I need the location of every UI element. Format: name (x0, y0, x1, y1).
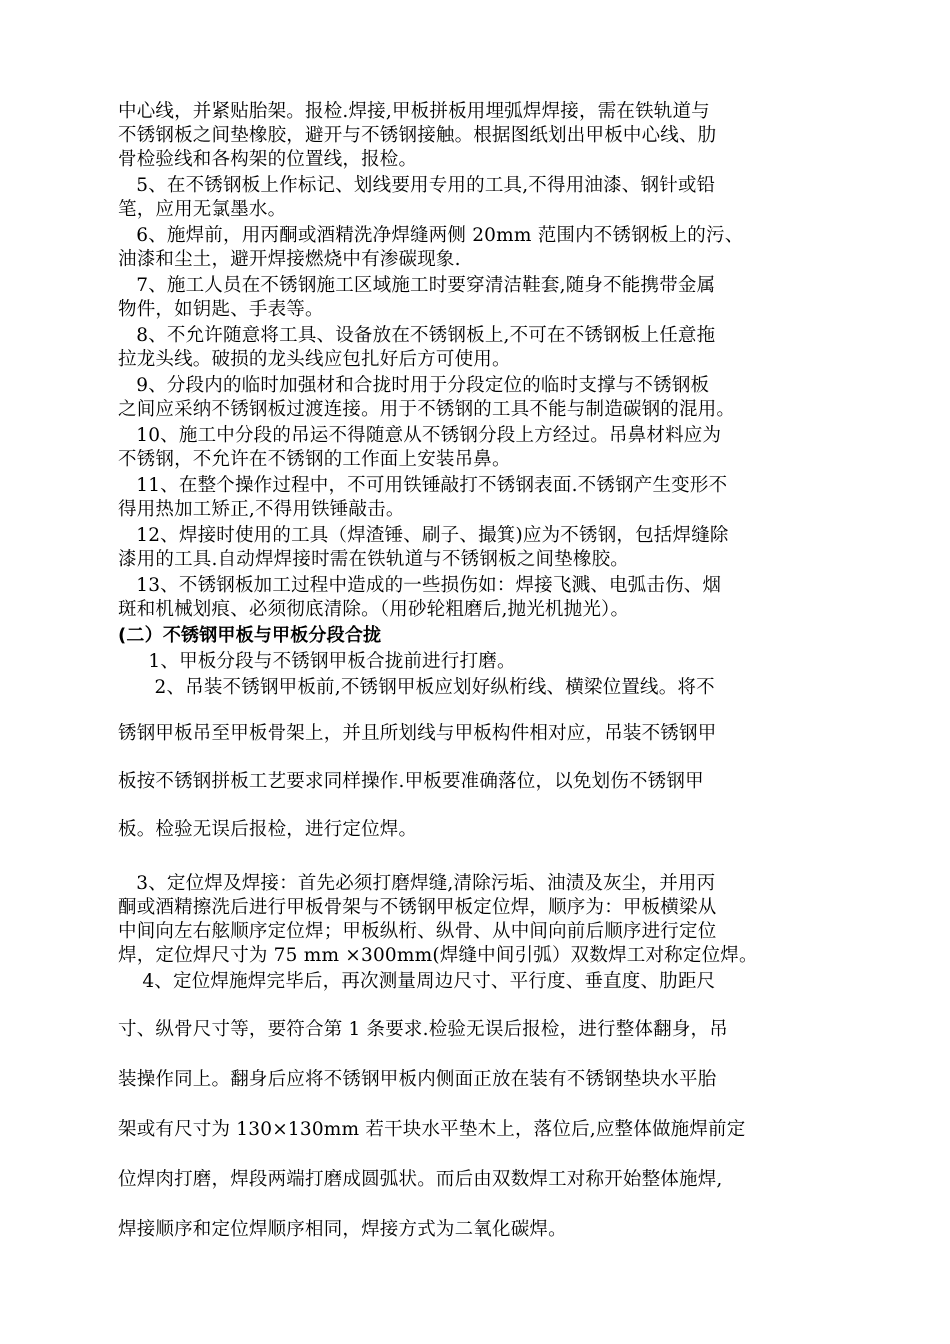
item-9-line: 9、分段内的临时加强材和合拢时用于分段定位的临时支撑与不锈钢板 (118, 375, 710, 396)
item-4-line: 架或有尺寸为 130×130mm 若干块水平垫木上，落位后,应整体做施焊前定 (118, 1119, 746, 1140)
item-4-line: 装操作同上。翻身后应将不锈钢甲板内侧面正放在装有不锈钢垫块水平胎 (118, 1069, 717, 1090)
item-4-line: 焊接顺序和定位焊顺序相同，焊接方式为二氧化碳焊。 (118, 1219, 567, 1240)
item-12-line: 漆用的工具.自动焊焊接时需在铁轨道与不锈钢板之间垫橡胶。 (118, 549, 629, 570)
item-10-line: 不锈钢，不允许在不锈钢的工作面上安装吊鼻。 (118, 449, 511, 470)
item-6-line: 6、施焊前，用丙酮或酒精洗净焊缝两侧 20mm 范围内不锈钢板上的污、 (118, 225, 744, 246)
item-11-line: 得用热加工矫正,不得用铁锤敲击。 (118, 499, 405, 520)
item-10-line: 10、施工中分段的吊运不得随意从不锈钢分段上方经过。吊鼻材料应为 (118, 425, 722, 446)
item-4-line: 寸、纵骨尺寸等，要符合第 1 条要求.检验无误后报检，进行整体翻身，吊 (118, 1019, 728, 1040)
item-2-line: 锈钢甲板吊至甲板骨架上，并且所划线与甲板构件相对应，吊装不锈钢甲 (118, 723, 717, 744)
item-13-line: 斑和机械划痕、必须彻底清除。（用砂轮粗磨后,抛光机抛光）。 (118, 599, 630, 620)
item-11-line: 11、在整个操作过程中，不可用铁锤敲打不锈钢表面.不锈钢产生变形不 (118, 475, 728, 496)
text-line: 不锈钢板之间垫橡胶，避开与不锈钢接触。根据图纸划出甲板中心线、肋 (118, 125, 717, 146)
text-line: 骨检验线和各构架的位置线，报检。 (118, 149, 418, 170)
item-8-line: 拉龙头线。破损的龙头线应包扎好后方可使用。 (118, 349, 511, 370)
item-3-line: 中间向左右舷顺序定位焊；甲板纵桁、纵骨、从中间向前后顺序进行定位 (118, 921, 717, 942)
text-line: 中心线，并紧贴胎架。报检.焊接,甲板拼板用埋弧焊焊接，需在铁轨道与 (118, 101, 710, 122)
item-1-line: 1、甲板分段与不锈钢甲板合拢前进行打磨。 (118, 651, 516, 672)
section-heading: (二）不锈钢甲板与甲板分段合拢 (118, 625, 382, 646)
item-2-line: 2、吊装不锈钢甲板前,不锈钢甲板应划好纵桁线、横梁位置线。将不 (118, 677, 715, 698)
item-4-line: 位焊肉打磨，焊段两端打磨成圆弧状。而后由双数焊工对称开始整体施焊, (118, 1169, 723, 1190)
item-4-line: 4、定位焊施焊完毕后，再次测量周边尺寸、平行度、垂直度、肋距尺 (118, 971, 716, 992)
item-13-line: 13、不锈钢板加工过程中造成的一些损伤如：焊接飞溅、电弧击伤、烟 (118, 575, 722, 596)
item-9-line: 之间应采纳不锈钢板过渡连接。用于不锈钢的工具不能与制造碳钢的混用。 (118, 399, 736, 420)
item-7-line: 7、施工人员在不锈钢施工区域施工时要穿清洁鞋套,随身不能携带金属 (118, 275, 716, 296)
item-6-line: 油漆和尘土，避开焊接燃烧中有渗碳现象. (118, 249, 461, 270)
item-3-line: 酮或酒精擦洗后进行甲板骨架与不锈钢甲板定位焊，顺序为：甲板横梁从 (118, 897, 717, 918)
item-3-line: 焊，定位焊尺寸为 75 mm ×300mm(焊缝中间引弧）双数焊工对称定位焊。 (118, 945, 758, 966)
item-5-line: 笔，应用无氯墨水。 (118, 199, 287, 220)
item-2-line: 板。检验无误后报检，进行定位焊。 (118, 819, 418, 840)
item-5-line: 5、在不锈钢板上作标记、划线要用专用的工具,不得用油漆、钢针或铅 (118, 175, 716, 196)
item-7-line: 物件，如钥匙、手表等。 (118, 299, 324, 320)
item-2-line: 板按不锈钢拼板工艺要求同样操作.甲板要准确落位，以免划伤不锈钢甲 (118, 771, 704, 792)
item-8-line: 8、不允许随意将工具、设备放在不锈钢板上,不可在不锈钢板上任意拖 (118, 325, 716, 346)
item-3-line: 3、定位焊及焊接：首先必须打磨焊缝,清除污垢、油渍及灰尘，并用丙 (118, 873, 716, 894)
item-12-line: 12、焊接时使用的工具（焊渣锤、刷子、撮箕)应为不锈钢，包括焊缝除 (118, 525, 729, 546)
